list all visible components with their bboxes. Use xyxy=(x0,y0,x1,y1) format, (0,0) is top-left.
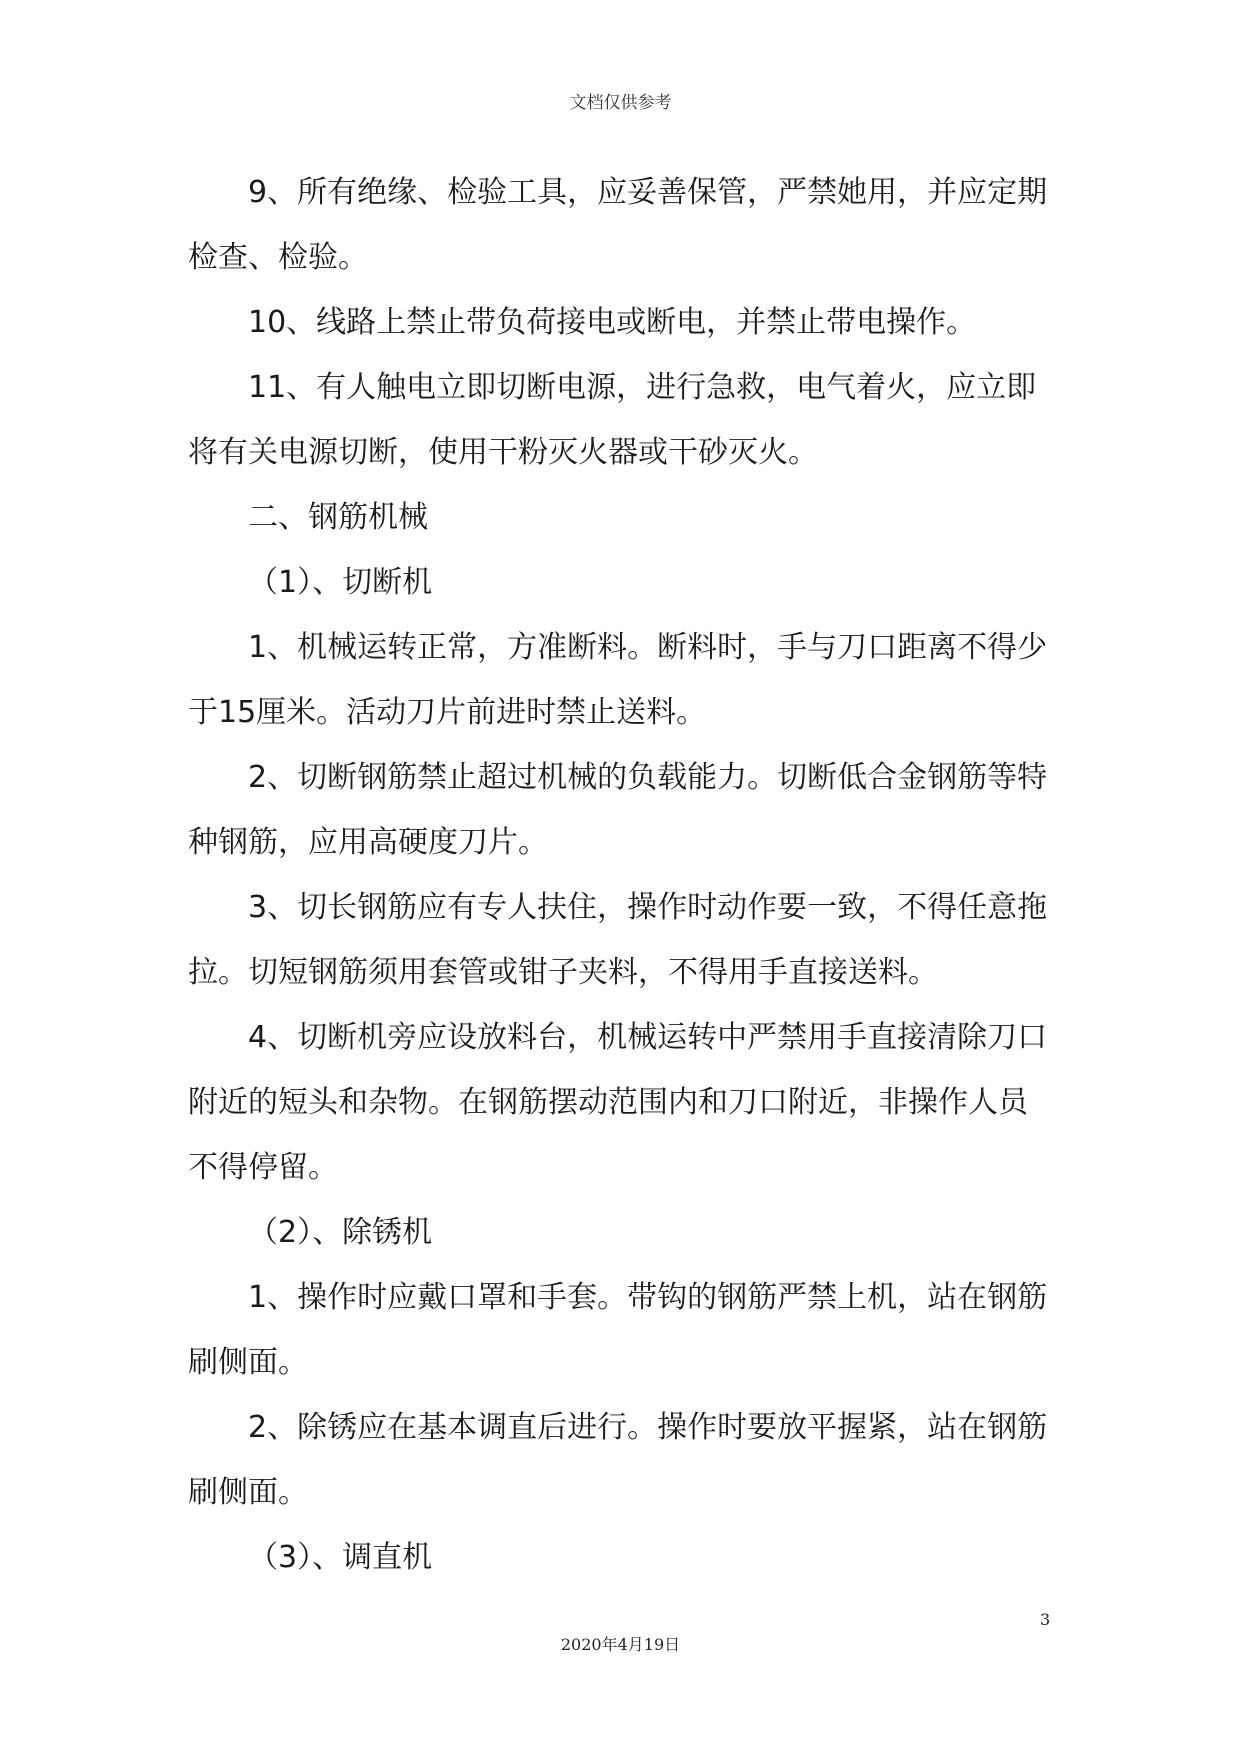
text-line: 1、机械运转正常，方准断料。断料时，手与刀口距离不得少 xyxy=(248,630,1048,665)
text-line: 将有关电源切断，使用干粉灭火器或干砂灭火。 xyxy=(188,435,818,470)
text-line: 4、切断机旁应设放料台，机械运转中严禁用手直接清除刀口 xyxy=(248,1020,1048,1055)
text-line: 2、除锈应在基本调直后进行。操作时要放平握紧，站在钢筋 xyxy=(248,1410,1048,1445)
subsection-heading: （2）、除锈机 xyxy=(248,1215,433,1250)
text-line: 9、所有绝缘、检验工具，应妥善保管，严禁她用，并应定期 xyxy=(248,175,1048,210)
text-line: 1、操作时应戴口罩和手套。带钩的钢筋严禁上机，站在钢筋 xyxy=(248,1280,1048,1315)
section-heading: 二、钢筋机械 xyxy=(248,500,428,535)
text-line: 不得停留。 xyxy=(188,1150,338,1185)
text-line: 拉。切短钢筋须用套管或钳子夹料，不得用手直接送料。 xyxy=(188,955,938,990)
subsection-heading: （1）、切断机 xyxy=(248,565,433,600)
text-line: 11、有人触电立即切断电源，进行急救，电气着火，应立即 xyxy=(248,370,1037,405)
text-line: 刷侧面。 xyxy=(188,1475,308,1510)
text-line: 附近的短头和杂物。在钢筋摆动范围内和刀口附近，非操作人员 xyxy=(188,1085,1028,1120)
subsection-heading: （3）、调直机 xyxy=(248,1540,433,1575)
text-line: 10、线路上禁止带负荷接电或断电，并禁止带电操作。 xyxy=(248,305,977,340)
text-line: 3、切长钢筋应有专人扶住，操作时动作要一致，不得任意拖 xyxy=(248,890,1048,925)
text-line: 刷侧面。 xyxy=(188,1345,308,1380)
text-line: 种钢筋，应用高硬度刀片。 xyxy=(188,825,548,860)
text-line: 检查、检验。 xyxy=(188,240,368,275)
document-body xyxy=(188,160,1056,1590)
page-header: 文档仅供参考 xyxy=(569,93,672,113)
page-number: 3 xyxy=(1040,1610,1051,1629)
footer-date: 2020年4月19日 xyxy=(560,1635,681,1654)
text-line: 于15厘米。活动刀片前进时禁止送料。 xyxy=(188,695,707,730)
text-line: 2、切断钢筋禁止超过机械的负载能力。切断低合金钢筋等特 xyxy=(248,760,1048,795)
